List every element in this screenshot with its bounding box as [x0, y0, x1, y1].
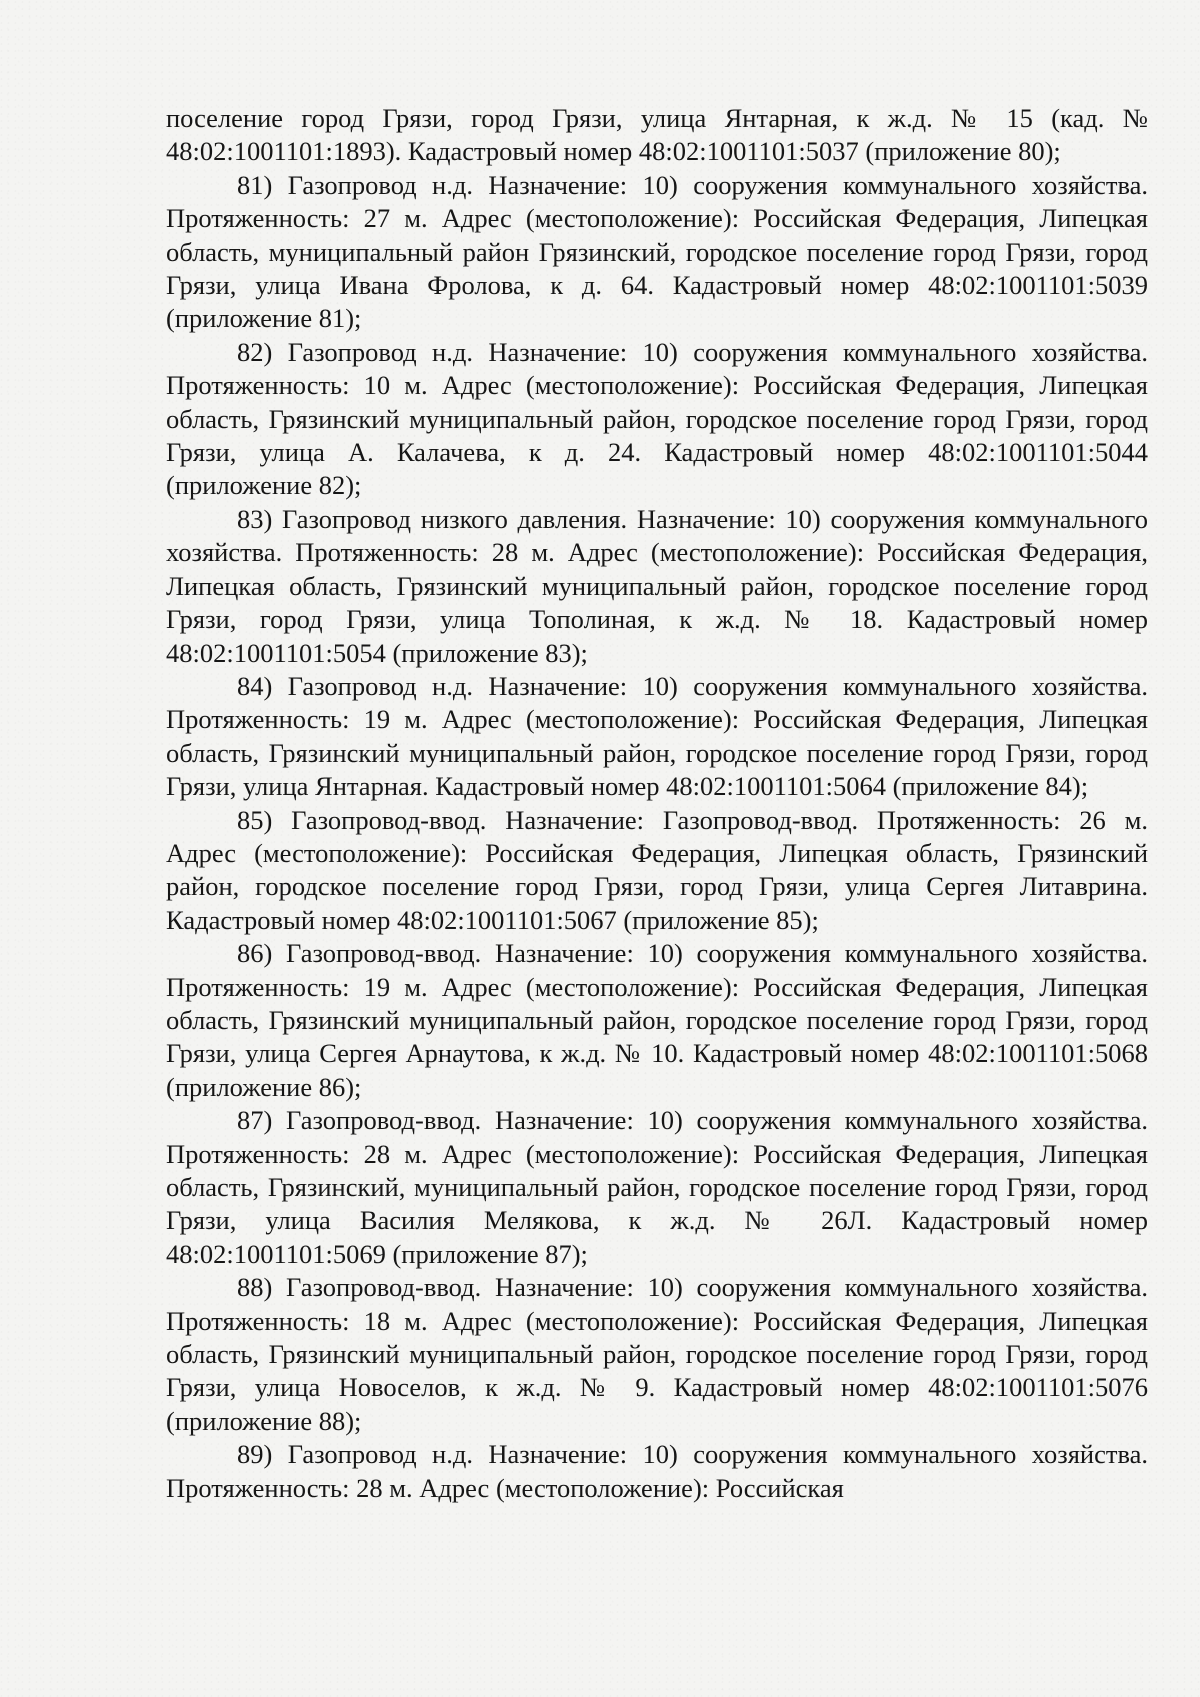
- list-item-87: 87) Газопровод-ввод. Назначение: 10) сооружения коммунального хозяйства. Протяженность: 28 м. Адрес (местоположение): Российская Федерация, Липецкая область, Грязинский, муниципальный район, городское поселение город Грязи, город Грязи, улица Василия Мелякова, к ж.д. № 26Л. Кадастровый номер 48:02:1001101:5069 (приложение 87);: [166, 1105, 1148, 1269]
- list-item-84: 84) Газопровод н.д. Назначение: 10) сооружения коммунального хозяйства. Протяженность: 19 м. Адрес (местоположение): Российская Федерация, Липецкая область, Грязинский муниципальный район, городское поселение город Грязи, город Грязи, улица Янтарная. Кадастровый номер 48:02:1001101:5064 (приложение 84);: [166, 670, 1148, 802]
- list-item-89: 89) Газопровод н.д. Назначение: 10) сооружения коммунального хозяйства. Протяженность: 28 м. Адрес (местоположение): Российская: [166, 1439, 1148, 1503]
- list-item-85: 85) Газопровод-ввод. Назначение: Газопровод-ввод. Протяженность: 26 м. Адрес (местоположение): Российская Федерация, Липецкая область, Грязинский район, городское поселение город Грязи, город Грязи, улица Сергея Литаврина. Кадастровый номер 48:02:1001101:5067 (приложение 85);: [166, 804, 1148, 935]
- list-item-81: 81) Газопровод н.д. Назначение: 10) сооружения коммунального хозяйства. Протяженность: 27 м. Адрес (местоположение): Российская Федерация, Липецкая область, муниципальный район Грязинский, городское поселение город Грязи, город Грязи, улица Ивана Фролова, к д. 64. Кадастровый номер 48:02:1001101:5039 (приложение 81);: [166, 169, 1148, 334]
- list-item-83: 83) Газопровод низкого давления. Назначение: 10) сооружения коммунального хозяйства. Протяженность: 28 м. Адрес (местоположение): Российская Федерация, Липецкая область, Грязинский муниципальный район, городское поселение город Грязи, город Грязи, улица Тополиная, к ж.д. № 18. Кадастровый номер 48:02:1001101:5054 (приложение 83);: [166, 503, 1148, 668]
- document-body: [166, 102, 1148, 1505]
- list-item-86: 86) Газопровод-ввод. Назначение: 10) сооружения коммунального хозяйства. Протяженность: 19 м. Адрес (местоположение): Российская Федерация, Липецкая область, Грязинский муниципальный район, городское поселение город Грязи, город Грязи, улица Сергея Арнаутова, к ж.д. № 10. Кадастровый номер 48:02:1001101:5068 (приложение 86);: [166, 938, 1148, 1102]
- list-item-82: 82) Газопровод н.д. Назначение: 10) сооружения коммунального хозяйства. Протяженность: 10 м. Адрес (местоположение): Российская Федерация, Липецкая область, Грязинский муниципальный район, городское поселение город Грязи, город Грязи, улица А. Калачева, к д. 24. Кадастровый номер 48:02:1001101:5044 (приложение 82);: [166, 336, 1148, 501]
- list-item-88: 88) Газопровод-ввод. Назначение: 10) сооружения коммунального хозяйства. Протяженность: 18 м. Адрес (местоположение): Российская Федерация, Липецкая область, Грязинский муниципальный район, городское поселение город Грязи, город Грязи, улица Новоселов, к ж.д. № 9. Кадастровый номер 48:02:1001101:5076 (приложение 88);: [166, 1272, 1148, 1436]
- paragraph-continuation-80: поселение город Грязи, город Грязи, улица Янтарная, к ж.д. № 15 (кад. № 48:02:1001101:1893). Кадастровый номер 48:02:1001101:5037 (приложение 80);: [166, 103, 1148, 167]
